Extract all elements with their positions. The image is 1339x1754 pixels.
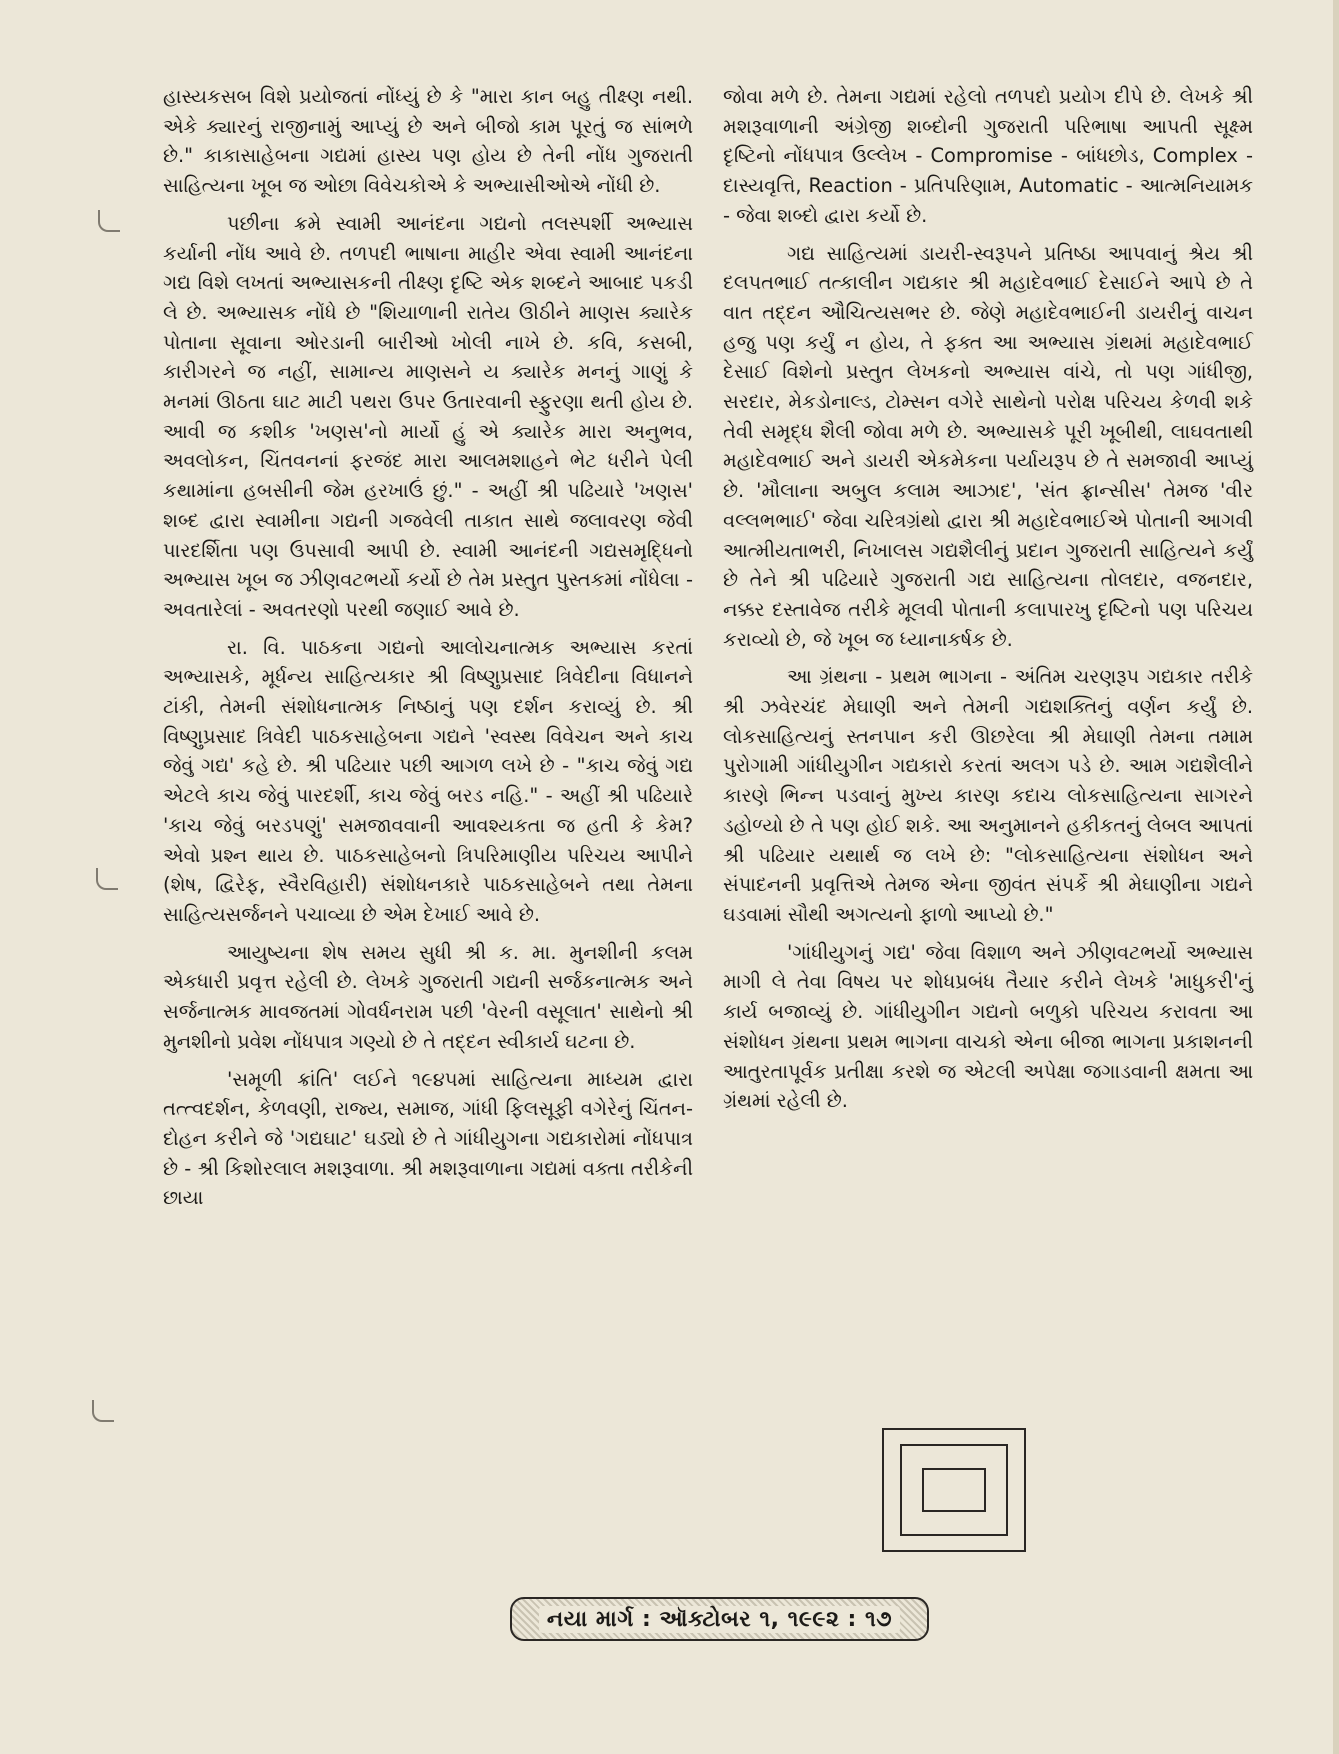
footer-publication-line: નયા માર્ગ : ઑક્ટોબર ૧, ૧૯૯૨ : ૧૭ [539, 1606, 900, 1633]
paragraph: 'સમૂળી ક્રાંતિ' લઈને ૧૯૪૫માં સાહિત્યના માધ્યમ દ્વારા તત્ત્વદર્શન, કેળવણી, રાજ્ય, સમાજ, ગાંધી ફિલસૂફી વગેરેનું ચિંતન-દોહન કરીને જે 'ગદ્યઘાટ' ઘડ્યો છે તે ગાંધીયુગના ગદ્યકારોમાં નોંધપાત્ર છે - શ્રી કિશોરલાલ મશરૂવાળા. શ્રી મશરૂવાળાના ગદ્યમાં વક્તા તરીકેની છાયા [163, 1067, 693, 1210]
margin-pencil-mark [92, 1400, 114, 1422]
paragraph: આયુષ્યના શેષ સમય સુધી શ્રી ક. મા. મુનશીની કલમ એકધારી પ્રવૃત્ત રહેલી છે. લેખકે ગુજરાતી ગદ્યની સર્જકનાત્મક અને સર્જનાત્મક માવજતમાં ગોવર્ધનરામ પછી 'વેરની વસૂલાત' સાથેનો શ્રી મુનશીનો પ્રવેશ નોંધપાત્ર ગણ્યો છે તે તદ્દન સ્વીકાર્ય ઘટના છે. [163, 940, 693, 1053]
paragraph: ગદ્ય સાહિત્યમાં ડાયરી-સ્વરૂપને પ્રતિષ્ઠા આપવાનું શ્રેય શ્રી દલપતભાઈ તત્કાલીન ગદ્યકાર શ્રી મહાદેવભાઈ દેસાઈને આપે છે તે વાત તદ્દન ઔચિત્યસભર છે. જેણે મહાદેવભાઈની ડાયરીનું વાચન હજુ પણ કર્યું ન હોય, તે ફક્ત આ અભ્યાસ ગ્રંથમાં મહાદેવભાઈ દેસાઈ વિશેનો પ્રસ્તુત લેખકનો અભ્યાસ વાંચે, તો પણ ગાંધીજી, સરદાર, મેકડોનાલ્ડ, ટોમ્સન વગેરે સાથેનો પરોક્ષ પરિચય કેળવી શકે તેવી સમૃદ્ધ શૈલી જોવા મળે છે. અભ્યાસકે પૂરી ખૂબીથી, લાઘવતાથી મહાદેવભાઈ અને ડાયરી એકમેકના પર્યાયરૂપ છે તે સમજાવી આપ્યું છે. 'મૌલાના અબુલ કલામ આઝાદ', 'સંત ફ્રાન્સીસ' તેમજ 'વીર વલ્લભભાઈ' જેવા ચરિત્રગ્રંથો દ્વારા શ્રી મહાદેવભાઈએ પોતાની આગવી આત્મીયતાભરી, નિખાલસ ગદ્યશૈલીનું પ્રદાન ગુજરાતી સાહિત્યને કર્યું છે તેને શ્રી પઢિયારે ગુજરાતી ગદ્ય સાહિત્યના તોલદાર, વજનદાર, નક્કર દસ્તાવેજ તરીકે મૂલવી પોતાની કલાપારખુ દૃષ્ટિનો પણ પરિચય કરાવ્યો છે, જે ખૂબ જ ધ્યાનાકર્ષક છે. [723, 241, 1253, 651]
paragraph: પછીના ક્રમે સ્વામી આનંદના ગદ્યનો તલસ્પર્શી અભ્યાસ કર્યાની નોંધ આવે છે. તળપદી ભાષાના માહીર એવા સ્વામી આનંદના ગદ્ય વિશે લખતાં અભ્યાસકની તીક્ષ્ણ દૃષ્ટિ એક શબ્દને આબાદ પકડી લે છે. અભ્યાસક નોંધે છે "શિયાળાની રાતેય ઊઠીને માણસ ક્યારેક પોતાના સૂવાના ઓરડાની બારીઓ ખોલી નાખે છે. કવિ, કસબી, કારીગરને જ નહીં, સામાન્ય માણસને ય ક્યારેક મનનું ગાણું કે મનમાં ઊઠતા ઘાટ માટી પથરા ઉપર ઉતારવાની સ્ફુરણા થતી હોય છે. આવી જ કશીક 'ખણસ'નો માર્યો હું એ ક્યારેક મારા અનુભવ, અવલોકન, ચિંતવનનાં ફરજંદ મારા આલમશાહને ભેટ ધરીને પેલી કથામાંના હબસીની જેમ હરખાઉં છું." - અહીં શ્રી પઢિયારે 'ખણસ' શબ્દ દ્વારા સ્વામીના ગદ્યની ગજવેલી તાકાત સાથે જલાવરણ જેવી પારદર્શિતા પણ ઉપસાવી આપી છે. સ્વામી આનંદની ગદ્યસમૃદ્ધિનો અભ્યાસ ખૂબ જ ઝીણવટભર્યો કર્યો છે તેમ પ્રસ્તુત પુસ્તકમાં નોંધેલા - અવતારેલાં - અવતરણો પરથી જણાઈ આવે છે. [163, 211, 693, 621]
paragraph: આ ગ્રંથના - પ્રથમ ભાગના - અંતિમ ચરણરૂપ ગદ્યકાર તરીકે શ્રી ઝવેરચંદ મેઘાણી અને તેમની ગદ્યશક્તિનું વર્ણન કર્યું છે. લોકસાહિત્યનું સ્તનપાન કરી ઊછરેલા શ્રી મેઘાણી તેમના તમામ પુરોગામી ગાંધીયુગીન ગદ્યકારો કરતાં અલગ પડે છે. આમ ગદ્યશૈલીને કારણે ભિન્ન પડવાનું મુખ્ય કારણ કદાચ લોકસાહિત્યના સાગરને ડહોળ્યો છે તે પણ હોઈ શકે. આ અનુમાનને હકીકતનું લેબલ આપતાં શ્રી પઢિયાર યથાર્થ જ લખે છે: "લોકસાહિત્યના સંશોધન અને સંપાદનની પ્રવૃત્તિએ તેમજ એના જીવંત સંપર્કે શ્રી મેઘાણીના ગદ્યને ઘડવામાં સૌથી અગત્યનો ફાળો આપ્યો છે." [723, 665, 1253, 926]
right-column [723, 82, 1253, 1124]
margin-pencil-mark [98, 210, 120, 232]
article-end-mark [882, 1428, 1026, 1552]
page-edge [1333, 0, 1339, 1754]
paragraph: 'ગાંધીયુગનું ગદ્ય' જેવા વિશાળ અને ઝીણવટભર્યો અભ્યાસ માગી લે તેવા વિષય પર શોધપ્રબંધ તૈયાર કરીને લેખકે 'માધુકરી'નું કાર્ય બજાવ્યું છે. ગાંધીયુગીન ગદ્યનો બળુકો પરિચય કરાવતા આ સંશોધન ગ્રંથના પ્રથમ ભાગના વાચકો એના બીજા ભાગના પ્રકાશનની આતુરતાપૂર્વક પ્રતીક્ષા કરશે જ એટલી અપેક્ષા જગાડવાની ક્ષમતા આ ગ્રંથમાં રહેલી છે. [723, 940, 1253, 1113]
paragraph: જોવા મળે છે. તેમના ગદ્યમાં રહેલો તળપદો પ્રયોગ દીપે છે. લેખકે શ્રી મશરૂવાળાની અંગ્રેજી શબ્દોની ગુજરાતી પરિભાષા આપતી સૂક્ષ્મ દૃષ્ટિનો નોંધપાત્ર ઉલ્લેખ - Compromise - બાંધછોડ, Complex - દાસ્યવૃત્તિ, Reaction - પ્રતિપરિણામ, Automatic - આત્મનિયામક - જેવા શબ્દો દ્વારા કર્યો છે. [723, 85, 1253, 227]
left-column [163, 82, 693, 1221]
footer-badge [510, 1597, 929, 1641]
end-mark-inner-square [922, 1468, 986, 1512]
margin-pencil-mark [96, 868, 118, 890]
paragraph: રા. વિ. પાઠકના ગદ્યનો આલોચનાત્મક અભ્યાસ કરતાં અભ્યાસકે, મૂર્ધન્ય સાહિત્યકાર શ્રી વિષ્ણુપ્રસાદ ત્રિવેદીના વિધાનને ટાંકી, તેમની સંશોધનાત્મક નિષ્ઠાનું પણ દર્શન કરાવ્યું છે. શ્રી વિષ્ણુપ્રસાદ ત્રિવેદી પાઠકસાહેબના ગદ્યને 'સ્વસ્થ વિવેચન અને કાચ જેવું ગદ્ય' કહે છે. શ્રી પઢિયાર પછી આગળ લખે છે - "કાચ જેવું ગદ્ય એટલે કાચ જેવું પારદર્શી, કાચ જેવું બરડ નહિ." - અહીં શ્રી પઢિયારે 'કાચ જેવું બરડપણું' સમજાવવાની આવશ્યકતા જ હતી કે કેમ? એવો પ્રશ્ન થાય છે. પાઠકસાહેબનો ત્રિપરિમાણીય પરિચય આપીને (શેષ, દ્વિરેફ, સ્વૈરવિહારી) સંશોધનકારે પાઠકસાહેબને તથા તેમના સાહિત્યસર્જનને પચાવ્યા છે એમ દેખાઈ આવે છે. [163, 635, 693, 926]
paragraph: હાસ્યકસબ વિશે પ્રયોજતાં નોંધ્યું છે કે "મારા કાન બહુ તીક્ષ્ણ નથી. એકે ક્યારનું રાજીનામું આપ્યું છે અને બીજો કામ પૂરતું જ સાંભળે છે." કાકાસાહેબના ગદ્યમાં હાસ્ય પણ હોય છે તેની નોંધ ગુજરાતી સાહિત્યના ખૂબ જ ઓછા વિવેચકોએ કે અભ્યાસીઓએ નોંધી છે. [163, 85, 693, 198]
